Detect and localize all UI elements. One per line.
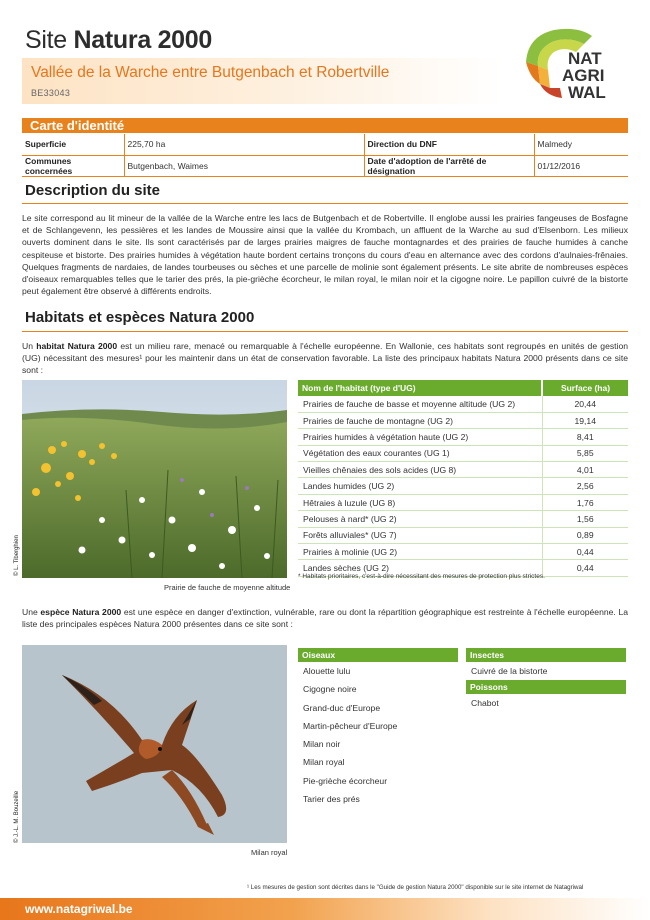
communes-label: Communes concernées [22, 155, 124, 176]
oiseaux-column [298, 648, 458, 808]
species-intro-bold: espèce Natura 2000 [40, 607, 122, 617]
species-item: Alouette lulu [298, 662, 458, 680]
habitat-name: Prairies humides à végétation haute (UG 2) [298, 429, 542, 445]
direction-value: Malmedy [534, 134, 628, 155]
identity-section-title: Carte d'identité [30, 118, 125, 133]
species-item: Tarier des prés [298, 790, 458, 808]
title-prefix: Site [25, 26, 67, 54]
superficie-value: 225,70 ha [124, 134, 364, 155]
habitat-row [298, 494, 628, 510]
species-item: Grand-duc d'Europe [298, 699, 458, 717]
habitat-row [298, 478, 628, 494]
title-bold: Natura 2000 [73, 26, 212, 54]
habitat-name: Prairies de fauche de basse et moyenne altitude (UG 2) [298, 396, 542, 412]
species-item: Martin-pêcheur d'Europe [298, 717, 458, 735]
habitats-intro-prefix: Un [22, 341, 33, 351]
habitat-name: Végétation des eaux courantes (UG 1) [298, 445, 542, 461]
habitat-surface: 19,14 [542, 412, 628, 428]
habitat-surface: 1,76 [542, 494, 628, 510]
kite-photo [22, 645, 287, 843]
habitats-rule [22, 331, 628, 332]
habitat-name: Landes sèches (UG 2) [298, 560, 542, 576]
habitat-surface: 2,56 [542, 478, 628, 494]
habitat-row [298, 462, 628, 478]
date-value: 01/12/2016 [534, 155, 628, 176]
habitat-row [298, 396, 628, 412]
oiseaux-header: Oiseaux [298, 648, 458, 662]
habitats-intro [22, 340, 628, 377]
habitat-surface: 20,44 [542, 396, 628, 412]
habitat-row [298, 544, 628, 560]
habitats-intro-bold: habitat Natura 2000 [36, 341, 118, 351]
meadow-photo-credit: © L. Tiberghien [14, 535, 20, 576]
habitats-table [298, 380, 628, 577]
website-link[interactable]: www.natagriwal.be [25, 902, 133, 916]
habitat-surface: 8,41 [542, 429, 628, 445]
habitat-row [298, 527, 628, 543]
habitat-surface: 0,89 [542, 527, 628, 543]
habitat-name: Pelouses à nard* (UG 2) [298, 511, 542, 527]
management-footnote: ¹ Les mesures de gestion sont décrites dans le "Guide de gestion Natura 2000" disponible sur le site internet de Natagriwal [247, 884, 584, 891]
habitats-heading: Habitats et espèces Natura 2000 [25, 309, 255, 326]
logo-line-1: NAT [568, 49, 602, 68]
habitat-name: Forêts alluviales* (UG 7) [298, 527, 542, 543]
habitat-name: Hêtraies à luzule (UG 8) [298, 494, 542, 510]
habitat-surface: 0,44 [542, 560, 628, 576]
identity-table [22, 134, 628, 177]
habitat-surface: 5,85 [542, 445, 628, 461]
insectes-column [466, 648, 626, 713]
habitat-name: Landes humides (UG 2) [298, 478, 542, 494]
date-label: Date d'adoption de l'arrêté de désignation [364, 155, 534, 176]
col-habitat-name: Nom de l'habitat (type d'UG) [298, 380, 542, 396]
communes-value: Butgenbach, Waimes [124, 155, 364, 176]
natagriwal-logo[interactable] [520, 22, 630, 104]
habitat-name: Vieilles chênaies des sols acides (UG 8) [298, 462, 542, 478]
meadow-photo-caption: Prairie de fauche de moyenne altitude [164, 583, 291, 592]
species-intro-prefix: Une [22, 607, 38, 617]
habitat-name: Prairies de fauche de montagne (UG 2) [298, 412, 542, 428]
kite-photo-credit: © J.-L. M. Bouzeille [14, 790, 20, 843]
identity-row [22, 134, 628, 155]
insectes-header: Insectes [466, 648, 626, 662]
meadow-photo [22, 380, 287, 578]
species-item: Milan noir [298, 735, 458, 753]
logo-line-3: WAL [568, 83, 606, 102]
superficie-label: Superficie [22, 134, 124, 155]
habitats-intro-rest: est un milieu rare, menacé ou remarquable à l'échelle européenne. En Wallonie, ces habitats sont regroupés en unités de gestion (UG) nécessitant des mesures¹ pour les maintenir dans un état de conservation favorable. La liste des principaux habitats Natura 2000 présents dans ce site sont : [22, 341, 629, 376]
site-subtitle: Vallée de la Warche entre Butgenbach et Robertville [31, 64, 390, 81]
direction-label: Direction du DNF [364, 134, 534, 155]
species-intro [22, 606, 628, 630]
identity-row [22, 155, 628, 176]
description-rule [22, 203, 628, 204]
species-item: Chabot [466, 694, 626, 712]
description-text: Le site correspond au lit mineur de la vallée de la Warche entre les lacs de Butgenbach et de Robertville. Il englobe aussi les prairies fangeuses de Bosfagne et de Schlangevenn, les pessières et les landes de Moussire ainsi que la vallée du Krombach, un affluent de la Warche au sud d'Elsenborn. Les milieux ouverts dominent dans le site. Ils sont caractérisés par de larges prairies maigres de fauche montagnardes et des prairies de fauche humides à canche cespiteuse et bistorte. Des prairies humides à végétation haute bordent certains tronçons du cours d'eau en alternance avec des cordons d'aulnaies-frênaies. Quelques fragments de nardaies, de landes tourbeuses ou sèches et une parcelle de molinie sont également présents. Le site abrite de nombreuses espèces d'oiseaux remarquables telles que le tarier des prés, la pie-grièche écorcheur, le milan royal, le milan noir et la cigogne noire. Le papillon cuivré de la bistorte peut également être observé à différents endroits. [22, 213, 628, 297]
kite-photo-caption: Milan royal [251, 848, 288, 857]
habitat-row [298, 429, 628, 445]
species-item: Cuivré de la bistorte [466, 662, 626, 680]
habitat-surface: 4,01 [542, 462, 628, 478]
page-title [25, 26, 212, 55]
species-item: Pie-grièche écorcheur [298, 772, 458, 790]
habitat-name: Prairies à molinie (UG 2) [298, 544, 542, 560]
habitat-row [298, 511, 628, 527]
habitats-table-header [298, 380, 628, 396]
habitats-footnote: * Habitats prioritaires, c'est-à-dire nécessitant des mesures de protection plus strictes. [298, 573, 545, 580]
species-intro-rest: est une espèce en danger d'extinction, vulnérable, rare ou dont la répartition géographique est restreinte à l'échelle européenne. La liste des principales espèces Natura 2000 présentes dans ce site sont : [22, 607, 628, 630]
col-surface: Surface (ha) [542, 380, 628, 396]
identity-section-bar [22, 118, 628, 133]
habitat-surface: 1,56 [542, 511, 628, 527]
habitat-surface: 0,44 [542, 544, 628, 560]
footer-bar [0, 898, 650, 920]
habitat-row [298, 412, 628, 428]
site-code: BE33043 [31, 88, 71, 98]
species-item: Cigogne noire [298, 680, 458, 698]
header [0, 0, 650, 110]
description-heading: Description du site [25, 182, 161, 199]
species-item: Milan royal [298, 753, 458, 771]
habitat-row [298, 445, 628, 461]
logo-line-2: AGRI [562, 66, 605, 85]
poissons-header: Poissons [466, 680, 626, 694]
